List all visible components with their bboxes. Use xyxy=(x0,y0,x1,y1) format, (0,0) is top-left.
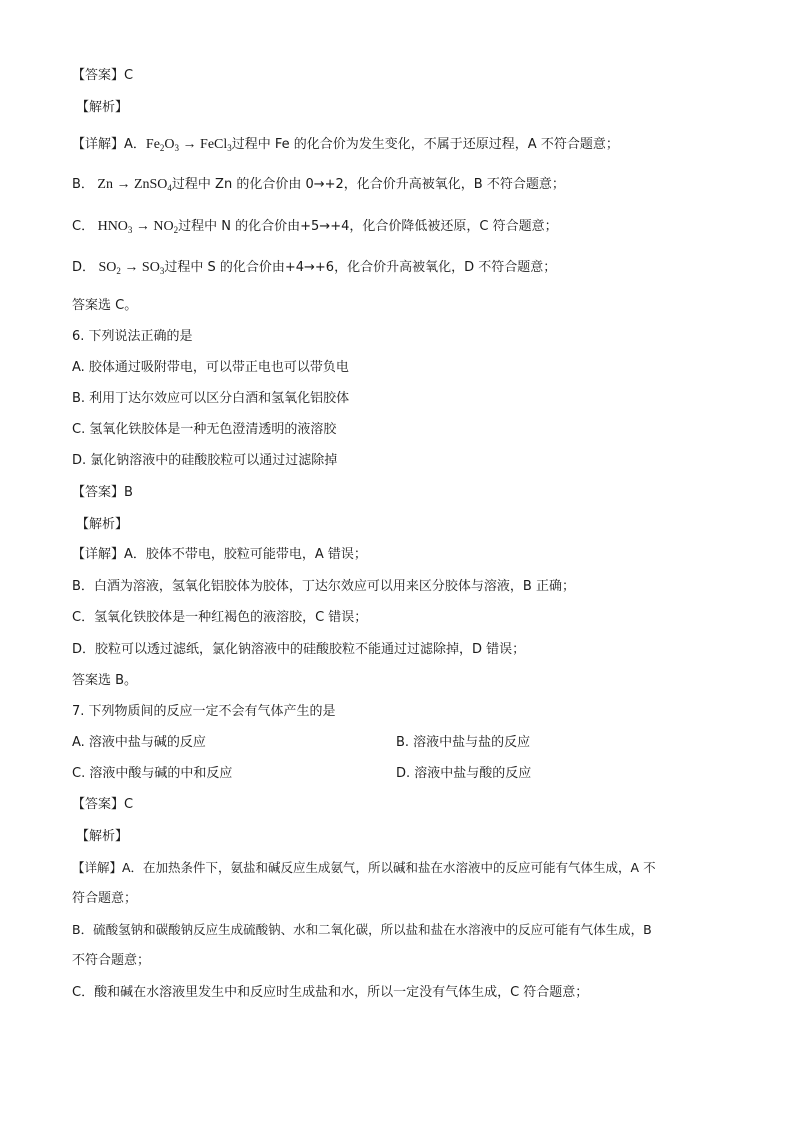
q6-detail-a: 【详解】A．胶体不带电，胶粒可能带电，A 错误； xyxy=(72,547,367,562)
q7-detail-a-line2: 符合题意； xyxy=(72,891,138,906)
q5-c-formula: $HNO_3 \to NO_2$ xyxy=(94,219,179,235)
q7-detail-b-line2: 不符合题意； xyxy=(72,953,151,968)
q6-detail-b: B．白酒为溶液，氢氧化铝胶体为胶体，丁达尔效应可以用来区分胶体与溶液，B 正确； xyxy=(72,579,575,594)
q7-detail-b-line1: B．硫酸氢钠和碳酸钠反应生成硫酸钠、水和二氧化碳，所以盐和盐在水溶液中的反应可能有气体生成，B xyxy=(72,922,652,937)
q5-detail-a: 【详解】A．$Fe_2O_3$ → FeCl$_3$过程中 Fe 的化合价为发生变化，不属于还原过程，A 不符合题意； xyxy=(72,137,619,153)
q5-detail-d: D． $SO_2 \to SO_3$过程中 S 的化合价由+4→+6，化合价升高被氧化，D 不符合题意； xyxy=(72,260,557,276)
q5-b-formula: Zn → ZnSO$_4$ xyxy=(93,177,172,193)
q7-option-c: C. 溶液中酸与碱的中和反应 xyxy=(72,766,233,781)
q6-detail-d: D．胶粒可以透过滤纸，氯化钠溶液中的硅酸胶粒不能通过过滤除掉，D 错误； xyxy=(72,642,526,657)
q5-answer: 【答案】C xyxy=(72,68,134,83)
q7-detail-a-line1: 【详解】A．在加热条件下，氨盐和碱反应生成氨气，所以碱和盐在水溶液中的反应可能有气体生成，A 不 xyxy=(72,860,656,875)
q7-answer: 【答案】C xyxy=(72,797,134,812)
q6-analysis: 【解析】 xyxy=(76,517,129,532)
q6-conclusion: 答案选 B。 xyxy=(72,673,138,688)
q6-option-b: B. 利用丁达尔效应可以区分白酒和氢氧化铝胶体 xyxy=(72,391,350,406)
q5-a-formula: $Fe_2O_3$ → FeCl$_3$ xyxy=(145,137,232,153)
q6-answer: 【答案】B xyxy=(72,485,133,500)
q7-option-b: B. 溶液中盐与盐的反应 xyxy=(396,735,531,750)
q6-detail-c: C．氢氧化铁胶体是一种红褐色的液溶胶，C 错误； xyxy=(72,610,368,625)
q5-detail-c: C． $HNO_3 \to NO_2$过程中 N 的化合价由+5→+4，化合价降低被还原，C 符合题意； xyxy=(72,219,558,235)
q6-option-d: D. 氯化钠溶液中的硅酸胶粒可以通过过滤除掉 xyxy=(72,453,338,468)
q5-d-formula: $SO_2 \to SO_3$ xyxy=(95,260,165,276)
q5-analysis: 【解析】 xyxy=(76,100,129,115)
q6-option-c: C. 氢氧化铁胶体是一种无色澄清透明的液溶胶 xyxy=(72,422,337,437)
q7-option-a: A. 溶液中盐与碱的反应 xyxy=(72,735,206,750)
q5-conclusion: 答案选 C。 xyxy=(72,298,138,313)
q7-analysis: 【解析】 xyxy=(76,829,129,844)
q5-detail-b: B． Zn → ZnSO$_4$过程中 Zn 的化合价由 0→+2，化合价升高被氧化，B 不符合题意； xyxy=(72,177,565,193)
q7-detail-c: C．酸和碱在水溶液里发生中和反应时生成盐和水，所以一定没有气体生成，C 符合题意； xyxy=(72,985,589,1000)
q7-stem: 7. 下列物质间的反应一定不会有气体产生的是 xyxy=(72,704,336,719)
q6-stem: 6. 下列说法正确的是 xyxy=(72,329,193,344)
q6-option-a: A. 胶体通过吸附带电，可以带正电也可以带负电 xyxy=(72,360,349,375)
q7-option-d: D. 溶液中盐与酸的反应 xyxy=(396,766,532,781)
